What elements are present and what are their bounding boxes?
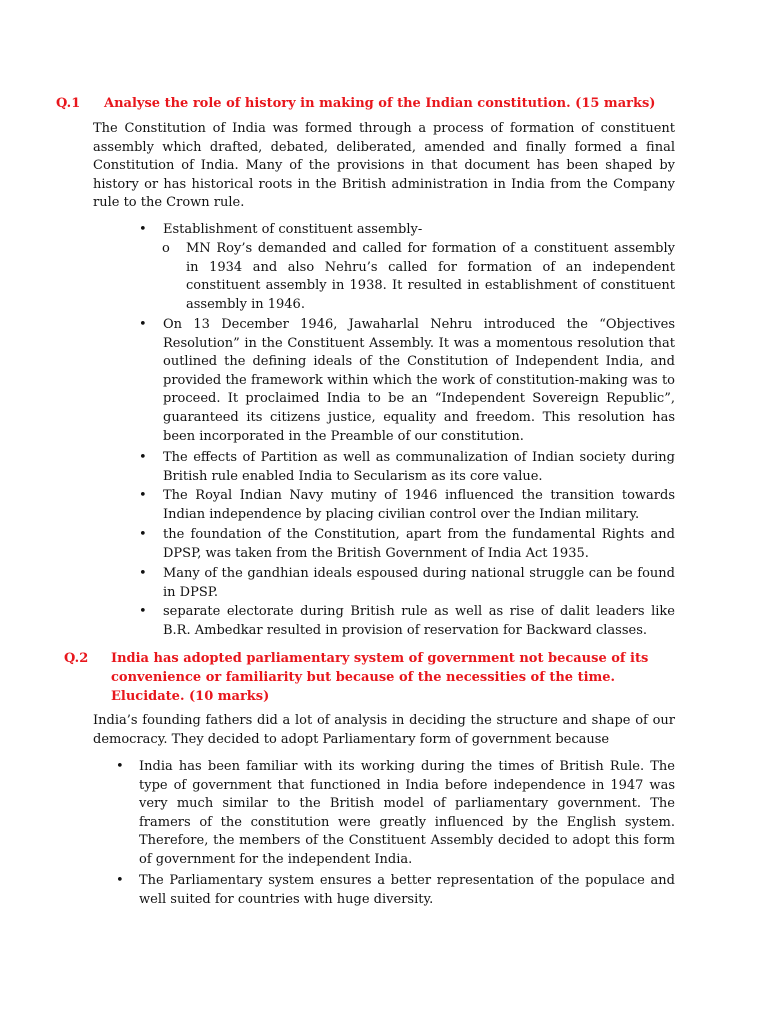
bullet-icon: • <box>139 527 147 542</box>
bullet-text: The Royal Indian Navy mutiny of 1946 influenced the transition towards Indian independence by placing civilian control over the Indian military. <box>163 488 675 522</box>
bullet-text: The effects of Partition as well as communalization of Indian society during British rule enabled India to Secularism as its core value. <box>163 450 675 484</box>
bullet-text: the foundation of the Constitution, apart from the fundamental Rights and DPSP, was taken from the British Government of India Act 1935. <box>163 527 675 561</box>
question-2-title: India has adopted parliamentary system of government not because of its convenience or familiarity but because of the necessities of the time. Elucidate. (10 marks) <box>111 651 649 704</box>
bullet-icon: • <box>116 873 124 888</box>
question-1-number: Q.1 <box>56 96 81 111</box>
question-1-heading <box>56 94 696 114</box>
bullet-icon: • <box>139 604 147 619</box>
bullet-text: separate electorate during British rule as well as rise of dalit leaders like B.R. Ambedkar resulted in provision of reservation for Backward classes. <box>163 604 675 638</box>
question-2-number: Q.2 <box>64 651 89 666</box>
bullet-text: On 13 December 1946, Jawaharlal Nehru introduced the “Objectives Resolution” in the Constituent Assembly. It was a momentous resolution that outlined the defining ideals of the Constitution of Independent India, and provided the framework within which the work of constitution-making was to proceed. It proclaimed India to be an “Independent Sovereign Republic”, guaranteed its citizens justice, equality and freedom. This resolution has been incorporated in the Preamble of our constitution. <box>163 317 675 444</box>
bullet-icon: • <box>139 566 147 581</box>
bullet-icon: • <box>139 450 147 465</box>
bullet-icon: • <box>139 317 147 332</box>
question-2-intro: India’s founding fathers did a lot of analysis in deciding the structure and shape of our democracy. They decided to adopt Parliamentary form of government because <box>93 713 675 747</box>
bullet-icon: • <box>139 222 147 237</box>
bullet-text: Establishment of constituent assembly- <box>163 222 423 237</box>
question-1-title: Analyse the role of history in making of the Indian constitution. (15 marks) <box>104 96 656 111</box>
sub-bullet-text: MN Roy’s demanded and called for formation of a constituent assembly in 1934 and also Nehru’s called for formation of an independent constituent assembly in 1938. It resulted in establishment of constituent assembly in 1946. <box>186 241 675 312</box>
bullet-text: India has been familiar with its working during the times of British Rule. The type of government that functioned in India before independence in 1947 was very much similar to the British model of parliamentary government. The framers of the constitution were greatly influenced by the English system. Therefore, the members of the Constituent Assembly decided to adopt this form of government for the independent India. <box>139 759 675 867</box>
bullet-text: Many of the gandhian ideals espoused during national struggle can be found in DPSP. <box>163 566 675 600</box>
bullet-text: The Parliamentary system ensures a better representation of the populace and well suited for countries with huge diversity. <box>139 873 675 907</box>
bullet-icon: • <box>116 759 124 774</box>
bullet-icon: • <box>139 488 147 503</box>
question-1-intro: The Constitution of India was formed through a process of formation of constituent assembly which drafted, debated, deliberated, amended and finally formed a final Constitution of India. Many of the provisions in that document has been shaped by history or has historical roots in the British administration in India from the Company rule to the Crown rule. <box>93 121 675 211</box>
sub-bullet-icon: o <box>162 241 170 256</box>
question-2-heading <box>64 649 676 709</box>
